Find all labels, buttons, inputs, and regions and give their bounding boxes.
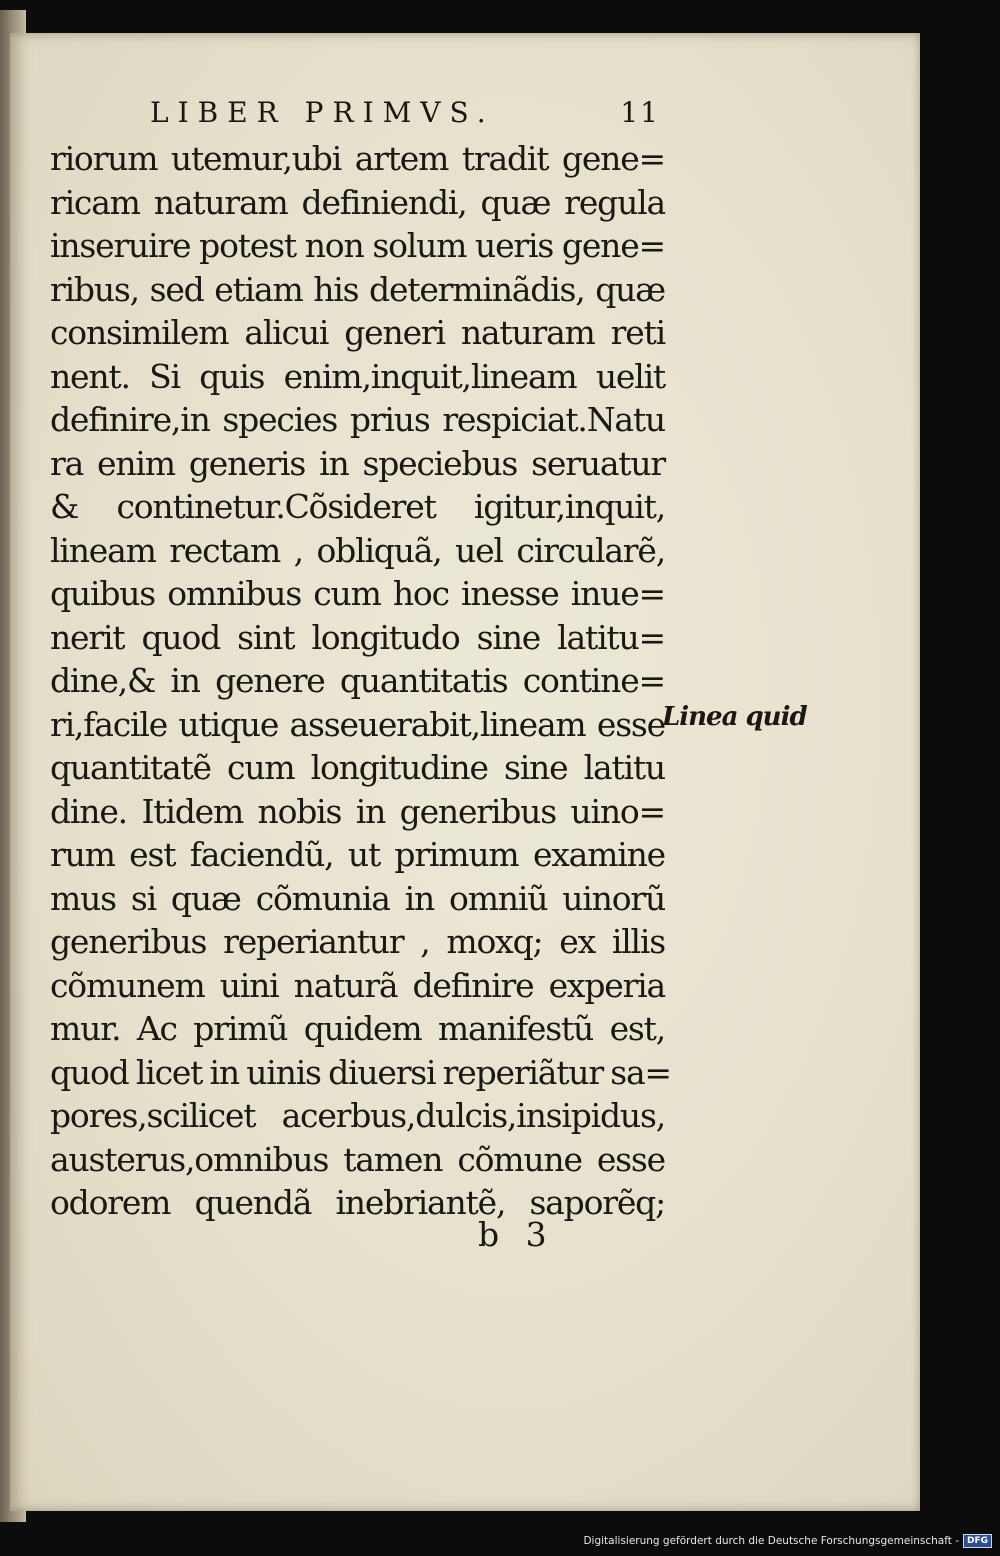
text-line: nent. Si quis enim,inquit,lineam uelit bbox=[50, 356, 665, 396]
text-line: nerit quod sint longitudo sine latitu= bbox=[50, 617, 665, 657]
text-line: ra enim generis in speciebus seruatur bbox=[50, 443, 665, 483]
text-line: austerus,omnibus tamen cõmune esse bbox=[50, 1139, 665, 1179]
text-line: quod licet in uinis diuersi reperiãtur sa= bbox=[50, 1052, 671, 1092]
running-head bbox=[150, 92, 670, 136]
text-line: pores,scilicet acerbus,dulcis,insipidus, bbox=[50, 1096, 665, 1135]
text-line: & continetur.Cõsideret igitur,inquit, bbox=[50, 487, 665, 526]
text-line: inseruire potest non solum ueris gene= bbox=[50, 226, 665, 265]
text-line: consimilem alicui generi naturam reti bbox=[50, 313, 665, 352]
text-line: odorem quendã inebriantẽ, saporẽq; bbox=[50, 1183, 665, 1222]
folio-number: 11 bbox=[620, 96, 660, 129]
dfg-logo: DFG bbox=[963, 1534, 992, 1548]
text-line: ri,facile utique asseuerabit,lineam esse bbox=[50, 704, 665, 744]
signature-mark: b 3 bbox=[478, 1215, 555, 1254]
text-line: mur. Ac primũ quidem manifestũ est, bbox=[50, 1009, 665, 1048]
text-line: ricam naturam definiendi, quæ regula bbox=[50, 182, 665, 222]
text-line: rum est faciendũ, ut primum examine bbox=[50, 835, 665, 874]
text-line: definire,in species prius respiciat.Natu bbox=[50, 400, 665, 439]
text-line: mus si quæ cõmunia in omniũ uinorũ bbox=[50, 878, 665, 918]
funding-credit-text: Digitalisierung gefördert durch die Deutsche Forschungsgemeinschaft - bbox=[583, 1535, 959, 1547]
text-line: riorum utemur,ubi artem tradit gene= bbox=[50, 139, 665, 178]
running-title: LIBER PRIMVS. bbox=[150, 96, 495, 129]
text-line: quibus omnibus cum hoc inesse inue= bbox=[50, 574, 665, 613]
text-line: dine. Itidem nobis in generibus uino= bbox=[50, 791, 665, 831]
text-line: quantitatẽ cum longitudine sine latitu bbox=[50, 748, 665, 787]
text-line: ribus, sed etiam his determinãdis, quæ bbox=[50, 269, 665, 309]
funding-credit bbox=[583, 1534, 992, 1548]
text-line: cõmunem uini naturã definire experia bbox=[50, 965, 665, 1005]
text-line: lineam rectam , obliquã, uel circularẽ, bbox=[50, 530, 665, 570]
text-line: generibus reperiantur , moxq; ex illis bbox=[50, 922, 665, 961]
text-line: dine,& in genere quantitatis contine= bbox=[50, 661, 665, 700]
main-text-block bbox=[50, 137, 671, 1225]
marginal-note: Linea quid bbox=[662, 702, 807, 732]
